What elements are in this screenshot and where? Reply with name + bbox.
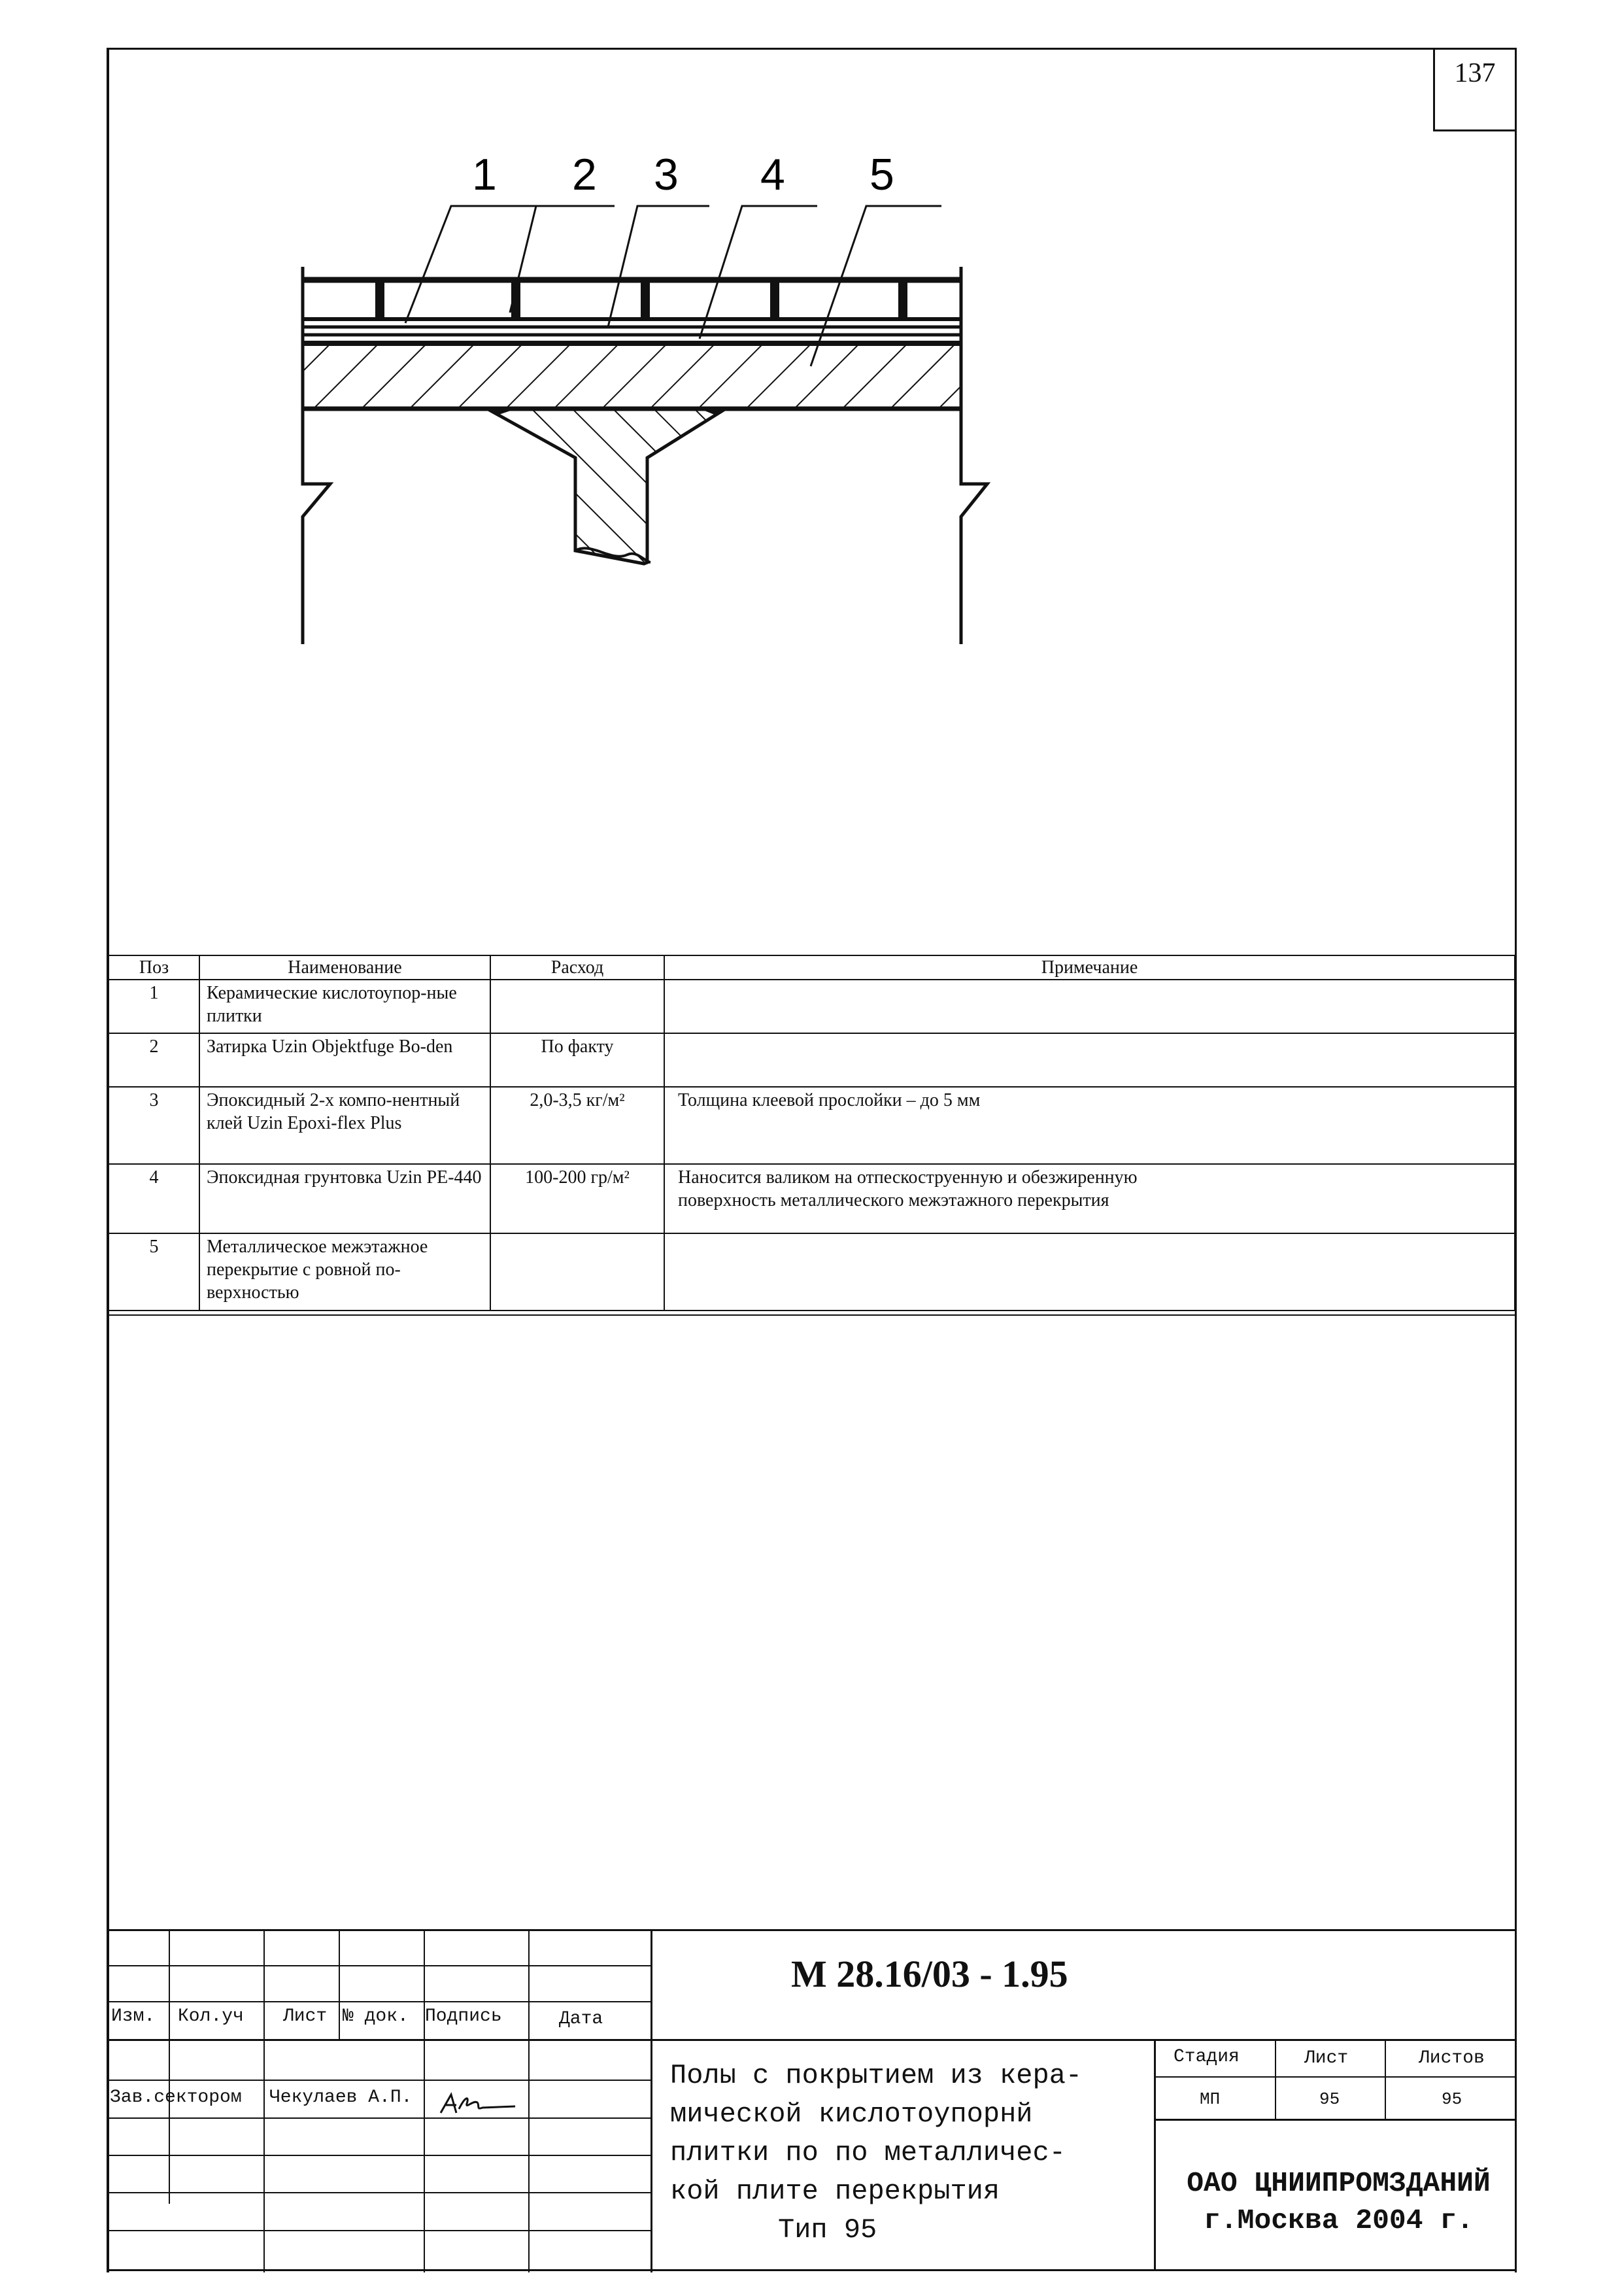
callout-1: 1 (472, 150, 497, 199)
org-name: ОАО ЦНИИПРОМЗДАНИЙ (1187, 2167, 1491, 2199)
table-bottom-rule (107, 1314, 1517, 1316)
wall-right-breakline (961, 267, 987, 644)
tb-hline (107, 2192, 650, 2193)
page-number: 137 (1433, 48, 1517, 131)
row-name: Металлическое межэтажное перекрытие с ровной по-верхностью (199, 1233, 490, 1311)
title-type: Тип 95 (778, 2214, 877, 2246)
table-row (109, 1087, 1515, 1164)
table-header-row (109, 955, 1515, 980)
callout-numbers (472, 150, 894, 199)
row-pos: 2 (109, 1033, 199, 1087)
row-rate: 2,0-3,5 кг/м² (490, 1087, 664, 1164)
tb-vline (424, 1929, 425, 2272)
tb-header-date: Дата (559, 2009, 603, 2029)
row-note (664, 1033, 1515, 1087)
row-pos: 1 (109, 980, 199, 1033)
row-rate (490, 980, 664, 1033)
tb-vline (1385, 2039, 1386, 2120)
row-note (664, 980, 1515, 1033)
title-line: кой плите перекрытия (670, 2176, 1000, 2207)
tb-header-sign: Подпись (425, 2006, 502, 2027)
tb-person: Чекулаев А.П. (269, 2087, 413, 2108)
tb-vline (1275, 2039, 1276, 2120)
tb-hline (1154, 2119, 1517, 2121)
tb-hline (650, 2039, 1517, 2041)
header-pos: Поз (109, 955, 199, 980)
sheet-label: Лист (1304, 2048, 1349, 2068)
row-rate: 100-200 гр/м² (490, 1164, 664, 1233)
callout-4: 4 (760, 150, 785, 199)
title-line: плитки по по металличес- (670, 2137, 1066, 2168)
tb-vline (339, 1929, 340, 2040)
stage-label: Стадия (1174, 2047, 1240, 2067)
steel-deck-hatched (303, 343, 961, 409)
row-pos: 5 (109, 1233, 199, 1311)
callout-2: 2 (572, 150, 597, 199)
sheet-value: 95 (1319, 2089, 1340, 2109)
tb-hline (107, 2155, 650, 2156)
tb-role: Зав.сектором (110, 2087, 242, 2108)
row-note: Наносится валиком на отпескоструенную и обезжиренную поверхность металлического межэтажного перекрытия (664, 1164, 1515, 1233)
row-name: Керамические кислотоупор-ные плитки (199, 980, 490, 1033)
table-row (109, 1233, 1515, 1311)
stage-value: МП (1200, 2089, 1221, 2109)
title-line: Полы с покрытием из кера- (670, 2060, 1083, 2091)
tb-header-list: Лист (283, 2006, 328, 2027)
tb-vline (169, 1929, 170, 2204)
row-name: Затирка Uzin Objektfuge Bo-den (199, 1033, 490, 1087)
row-rate (490, 1233, 664, 1311)
wall-left-breakline (303, 267, 330, 644)
tb-vline (1154, 2039, 1156, 2271)
table-row (109, 1033, 1515, 1087)
document-code: М 28.16/03 - 1.95 (791, 1953, 1068, 1995)
header-note: Примечание (664, 955, 1515, 980)
tb-header-doc: № док. (343, 2006, 409, 2027)
tb-header-izm: Изм. (111, 2006, 156, 2027)
floor-section-drawing (0, 0, 1622, 719)
specification-table (108, 955, 1515, 1311)
sheets-label: Листов (1419, 2048, 1485, 2068)
tb-vline (650, 1929, 652, 2272)
tile-layer (303, 280, 961, 335)
tb-vline (528, 1929, 530, 2272)
tb-hline (107, 1965, 650, 1966)
signature-icon (437, 2089, 522, 2122)
steel-beam-section (487, 409, 726, 564)
sheets-value: 95 (1442, 2089, 1462, 2109)
row-pos: 4 (109, 1164, 199, 1233)
row-rate: По факту (490, 1033, 664, 1087)
tb-header-kol: Кол.уч (178, 2006, 244, 2027)
tb-hline (1154, 2076, 1517, 2078)
tb-vline (263, 1929, 265, 2272)
tb-hline (107, 2039, 650, 2041)
callout-3: 3 (654, 150, 679, 199)
drawing-title (670, 2057, 1141, 2250)
callout-5: 5 (870, 150, 894, 199)
tb-hline (107, 2117, 650, 2119)
header-name: Наименование (199, 955, 490, 980)
title-line: мической кислотоупорнй (670, 2099, 1033, 2130)
row-name: Эпоксидный 2-х компо-нентный клей Uzin Epoxi-flex Plus (199, 1087, 490, 1164)
table-row (109, 980, 1515, 1033)
tb-hline (107, 2001, 650, 2002)
tb-hline (107, 2230, 650, 2231)
row-pos: 3 (109, 1087, 199, 1164)
table-row (109, 1164, 1515, 1233)
row-name: Эпоксидная грунтовка Uzin PE-440 (199, 1164, 490, 1233)
tb-hline (107, 2269, 1517, 2271)
organization (1160, 2165, 1517, 2239)
header-rate: Расход (490, 955, 664, 980)
row-note (664, 1233, 1515, 1311)
tb-hline (107, 2080, 650, 2081)
org-city-year: г.Москва 2004 г. (1204, 2204, 1474, 2236)
row-note: Толщина клеевой прослойки – до 5 мм (664, 1087, 1515, 1164)
